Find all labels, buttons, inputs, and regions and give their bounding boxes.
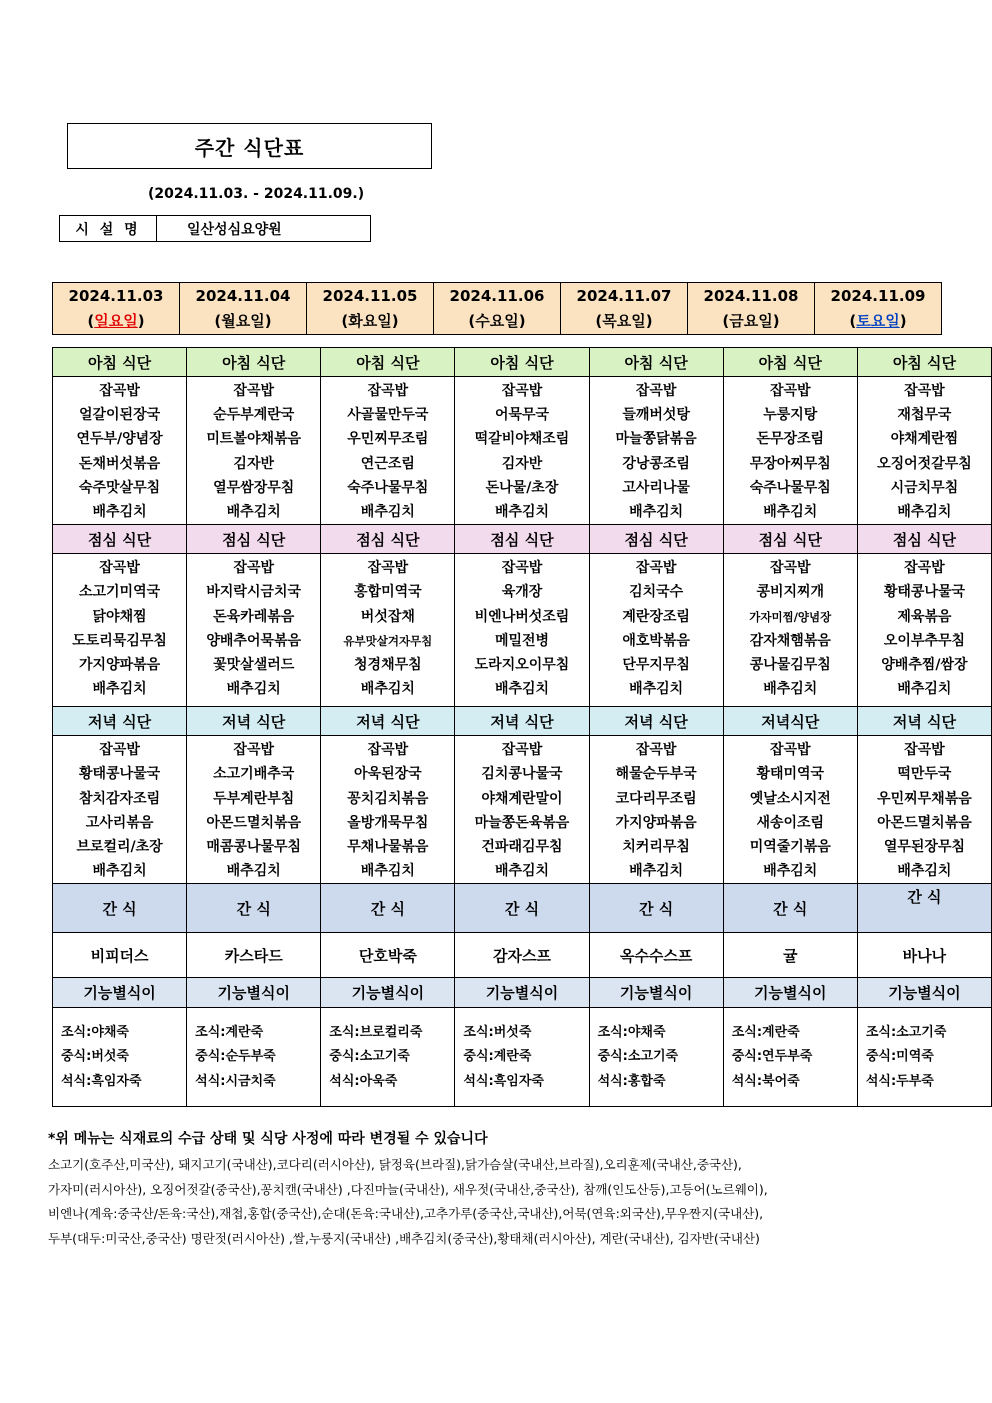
menu-item: 숙주맛살무침	[78, 479, 161, 496]
menu-item: 감자채햄볶음	[749, 632, 831, 649]
functional-header: 기능별식이	[857, 978, 991, 1008]
menu-item: 가자미찜/양념장	[749, 609, 832, 624]
menu-item: 배추김치	[897, 681, 952, 698]
menu-item: 가지양파볶음	[615, 814, 697, 831]
notice: *위 메뉴는 식재료의 수급 상태 및 식당 사정에 따라 변경될 수 있습니다	[48, 1131, 488, 1147]
functional-header-row	[53, 978, 992, 1008]
menu-item: 잡곡밥	[99, 560, 140, 577]
functional-item: 석식:홍합죽	[597, 1073, 666, 1089]
menu-item: 잡곡밥	[99, 742, 140, 759]
menu-item: 꽁치김치볶음	[347, 790, 429, 807]
menu-item: 배추김치	[629, 681, 684, 698]
menu-item: 제육볶음	[897, 608, 952, 625]
dinner-header: 저녁 식단	[187, 707, 321, 736]
menu-item: 잡곡밥	[233, 742, 274, 759]
menu-item: 잡곡밥	[769, 742, 811, 759]
origin-line: 두부(대두:미국산,중국산) 명란젓(러시아산) ,쌀,누룽지(국내산) ,배추김치(중국산),황태채(러시아산), 계란(국내산), 김자반(국내산)	[48, 1230, 760, 1246]
breakfast-items-row	[53, 377, 992, 525]
date-cell	[561, 283, 688, 335]
snack-item: 단호박죽	[321, 933, 455, 978]
functional-item: 중식:순두부죽	[195, 1049, 276, 1065]
lunch-menu-cell	[589, 554, 723, 707]
date-cell	[434, 283, 561, 335]
menu-item: 배추김치	[897, 504, 952, 521]
menu-item: 누룽지탕	[763, 407, 818, 424]
functional-cell	[589, 1008, 723, 1107]
functional-cell	[187, 1008, 321, 1107]
lunch-menu-cell	[53, 554, 187, 707]
menu-item: 잡곡밥	[367, 560, 409, 577]
menu-item: 잡곡밥	[99, 383, 140, 399]
functional-item: 석식:북어죽	[731, 1073, 800, 1089]
menu-item: 고사리볶음	[85, 814, 154, 831]
lunch-header-row	[53, 525, 992, 554]
dinner-items-row	[53, 736, 992, 884]
dinner-menu-cell	[455, 736, 589, 884]
date-label: 2024.11.09	[830, 286, 926, 305]
date-cell	[53, 283, 180, 335]
menu-item: 마늘쫑닭볶음	[615, 431, 697, 448]
menu-item: 참치감자조림	[78, 790, 161, 807]
menu-item: 배추김치	[763, 504, 818, 521]
menu-item: 아욱된장국	[354, 766, 422, 783]
menu-item: 올방개묵무침	[347, 814, 429, 831]
origin-line: 소고기(호주산,미국산), 돼지고기(국내산),코다리(러시아산), 닭정육(브라질),닭가슴살(국내산,브라질),오리훈제(국내산,중국산),	[48, 1157, 742, 1172]
menu-item: 사골물만두국	[347, 407, 429, 424]
menu-item: 양배추찜/쌈장	[881, 657, 968, 674]
menu-item: 두부계란부침	[213, 790, 295, 807]
menu-item: 잡곡밥	[904, 560, 945, 577]
functional-cell	[455, 1008, 589, 1107]
menu-item: 순두부계란국	[213, 407, 295, 424]
menu-item: 숙주나물무침	[347, 479, 429, 496]
menu-item: 단무지무침	[622, 657, 690, 674]
functional-items-row	[53, 1008, 992, 1107]
menu-item: 재첩무국	[897, 407, 952, 424]
menu-item: 매콤콩나물무침	[206, 839, 302, 856]
facility-box	[59, 215, 371, 242]
functional-item: 조식:계란죽	[731, 1024, 800, 1040]
menu-item: 애호박볶음	[622, 632, 690, 649]
menu-item: 배추김치	[763, 863, 818, 880]
lunch-header: 점심 식단	[455, 525, 589, 554]
snack-header: 간 식	[857, 884, 991, 933]
menu-item: 소고기배추국	[213, 766, 295, 783]
snack-header: 간 식	[455, 884, 589, 933]
functional-item: 조식:야채죽	[61, 1024, 129, 1040]
menu-item: 메밀전병	[494, 632, 550, 649]
menu-item: 잡곡밥	[904, 383, 945, 399]
menu-item: 야채계란말이	[481, 790, 563, 807]
weekday-saturday: 토요일	[856, 311, 900, 330]
menu-item: 돈육카레볶음	[213, 608, 295, 625]
menu-item: 도토리묵김무침	[72, 632, 167, 649]
menu-item: 마늘쫑돈육볶음	[474, 814, 570, 831]
functional-header: 기능별식이	[321, 978, 455, 1008]
menu-item: 돈무장조림	[756, 431, 825, 448]
menu-item: 소고기미역국	[78, 584, 161, 601]
functional-item: 석식:시금치죽	[195, 1073, 276, 1089]
weekday-label: (월요일)	[214, 311, 272, 330]
menu-item: 돈나물/초장	[485, 479, 559, 496]
lunch-menu-cell	[723, 554, 857, 707]
menu-item: 잡곡밥	[769, 560, 811, 577]
menu-item: 우민찌무조림	[347, 431, 429, 448]
functional-cell	[723, 1008, 857, 1107]
dinner-menu-cell	[187, 736, 321, 884]
dinner-menu-cell	[53, 736, 187, 884]
functional-item: 중식:버섯죽	[61, 1049, 129, 1065]
dinner-header: 저녁 식단	[455, 707, 589, 736]
menu-item: 들깨버섯탕	[622, 407, 690, 424]
menu-item: 바지락시금치국	[206, 584, 302, 601]
origin-info	[48, 1153, 948, 1251]
menu-item: 계란장조림	[622, 608, 690, 625]
date-label: 2024.11.08	[703, 286, 799, 305]
menu-item: 배추김치	[226, 863, 281, 880]
menu-item: 잡곡밥	[233, 560, 274, 577]
menu-item: 어묵무국	[494, 407, 550, 424]
breakfast-menu-cell	[589, 377, 723, 525]
menu-item: 잡곡밥	[367, 742, 409, 759]
menu-item: 연근조림	[360, 455, 415, 472]
weekday-label: (목요일)	[595, 311, 653, 330]
functional-item: 조식:소고기죽	[865, 1024, 947, 1040]
breakfast-header: 아침 식단	[589, 348, 723, 377]
menu-item: 잡곡밥	[501, 383, 543, 399]
menu-item: 열무쌈장무침	[213, 479, 295, 496]
lunch-header: 점심 식단	[723, 525, 857, 554]
breakfast-menu-cell	[455, 377, 589, 525]
breakfast-header-row	[53, 348, 992, 377]
menu-item: 우민찌무채볶음	[877, 790, 972, 807]
menu-item: 무장아찌무침	[749, 455, 831, 472]
dinner-menu-cell	[321, 736, 455, 884]
menu-item: 오이부추무침	[883, 632, 965, 649]
menu-item: 치커리무침	[622, 839, 690, 856]
lunch-items-row	[53, 554, 992, 707]
breakfast-header: 아침 식단	[455, 348, 589, 377]
functional-header: 기능별식이	[589, 978, 723, 1008]
menu-item: 잡곡밥	[501, 742, 543, 759]
breakfast-header: 아침 식단	[53, 348, 187, 377]
menu-item: 숙주나물무침	[749, 479, 831, 496]
menu-item: 배추김치	[360, 863, 415, 880]
snack-header: 간 식	[187, 884, 321, 933]
menu-item: 배추김치	[763, 681, 818, 698]
dinner-header: 저녁 식단	[589, 707, 723, 736]
weekday-sunday: 일요일	[94, 311, 138, 330]
functional-item: 석식:흑임자죽	[463, 1073, 544, 1089]
date-label: 2024.11.03	[68, 286, 164, 305]
weekday-label: (수요일)	[468, 311, 526, 330]
menu-item: 청경채무침	[354, 657, 422, 674]
menu-item: 잡곡밥	[233, 383, 274, 399]
menu-item: 아몬드멸치볶음	[877, 814, 972, 831]
dinner-menu-cell	[857, 736, 991, 884]
menu-item: 배추김치	[494, 863, 550, 880]
snack-item: 귤	[723, 933, 857, 978]
menu-item: 배추김치	[494, 504, 550, 521]
dinner-menu-cell	[589, 736, 723, 884]
functional-item: 석식:아욱죽	[329, 1073, 398, 1089]
weekday-label: (금요일)	[722, 311, 780, 330]
menu-item: 배추김치	[226, 504, 281, 521]
breakfast-header: 아침 식단	[723, 348, 857, 377]
menu-item: 비엔나버섯조림	[474, 608, 570, 625]
dinner-menu-cell	[723, 736, 857, 884]
menu-item: 무채나물볶음	[347, 839, 429, 856]
snack-header-row	[53, 884, 992, 933]
functional-item: 중식:계란죽	[463, 1049, 532, 1065]
facility-value: 일산성심요양원	[187, 221, 282, 238]
menu-item: 배추김치	[629, 863, 684, 880]
snack-header: 간 식	[321, 884, 455, 933]
breakfast-menu-cell	[723, 377, 857, 525]
menu-item: 배추김치	[360, 504, 415, 521]
date-cell	[688, 283, 815, 335]
menu-item: 새송이조림	[756, 814, 825, 831]
weekday-label: (일요일)	[87, 311, 145, 330]
lunch-header: 점심 식단	[53, 525, 187, 554]
menu-item: 유부맛살겨자무침	[343, 633, 433, 648]
menu-item: 도라지오이무침	[474, 657, 570, 674]
menu-item: 배추김치	[629, 504, 684, 521]
lunch-header: 점심 식단	[589, 525, 723, 554]
functional-item: 석식:흑임자죽	[61, 1073, 142, 1089]
menu-item: 김자반	[501, 455, 543, 472]
functional-item: 중식:미역죽	[865, 1049, 934, 1065]
date-label: 2024.11.07	[576, 286, 672, 305]
menu-item: 황태콩나물국	[78, 766, 161, 783]
menu-item: 배추김치	[360, 681, 415, 698]
functional-header: 기능별식이	[723, 978, 857, 1008]
menu-item: 김치콩나물국	[481, 766, 563, 783]
functional-item: 중식:소고기죽	[329, 1049, 410, 1065]
menu-item: 시금치무침	[890, 479, 959, 496]
menu-item: 아몬드멸치볶음	[206, 814, 302, 831]
lunch-menu-cell	[455, 554, 589, 707]
functional-item: 조식:브로컬리죽	[329, 1024, 423, 1040]
menu-item: 배추김치	[92, 504, 147, 521]
lunch-header: 점심 식단	[321, 525, 455, 554]
breakfast-menu-cell	[187, 377, 321, 525]
menu-item: 배추김치	[92, 863, 147, 880]
date-label: 2024.11.05	[322, 286, 418, 305]
date-label: 2024.11.04	[195, 286, 291, 305]
weekday-label: (토요일)	[849, 311, 907, 330]
menu-item: 브로컬리/초장	[76, 839, 163, 856]
menu-item: 잡곡밥	[904, 742, 945, 759]
snack-item: 옥수수스프	[589, 933, 723, 978]
menu-item: 잡곡밥	[501, 560, 543, 577]
origin-line: 가자미(러시아산), 오징어젓갈(중국산),꽁치캔(국내산) ,다진마늘(국내산), 새우젓(국내산,중국산), 참깨(인도산등),고등어(노르웨이),	[48, 1181, 768, 1197]
functional-cell	[857, 1008, 991, 1107]
snack-header: 간 식	[53, 884, 187, 933]
menu-item: 잡곡밥	[635, 560, 677, 577]
functional-item: 중식:연두부죽	[731, 1049, 813, 1065]
lunch-header: 점심 식단	[857, 525, 991, 554]
date-cell	[180, 283, 307, 335]
dinner-header: 저녁식단	[723, 707, 857, 736]
snack-header: 간 식	[723, 884, 857, 933]
breakfast-menu-cell	[857, 377, 991, 525]
breakfast-header: 아침 식단	[187, 348, 321, 377]
menu-item: 얼갈이된장국	[78, 407, 161, 424]
date-cell	[307, 283, 434, 335]
functional-header: 기능별식이	[53, 978, 187, 1008]
menu-item: 잡곡밥	[635, 383, 677, 399]
menu-item: 버섯잡채	[360, 608, 415, 625]
menu-item: 떡갈비야채조림	[474, 431, 570, 448]
menu-item: 떡만두국	[897, 766, 952, 783]
menu-item: 배추김치	[226, 681, 281, 698]
menu-item: 가지양파볶음	[78, 657, 161, 674]
date-cell	[815, 283, 942, 335]
menu-item: 연두부/양념장	[76, 431, 163, 448]
functional-item: 석식:두부죽	[865, 1073, 934, 1089]
breakfast-menu-cell	[321, 377, 455, 525]
menu-item: 야채계란찜	[890, 431, 959, 448]
functional-header: 기능별식이	[187, 978, 321, 1008]
weekday-label: (화요일)	[341, 311, 399, 330]
origin-line: 비엔나(계육:중국산/돈육:국산),재첩,홍합(중국산),순대(돈육:국내산),고추가루(중국산,국내산),어묵(연육:외국산),무우짠지(국내산),	[48, 1206, 764, 1221]
lunch-header: 점심 식단	[187, 525, 321, 554]
snack-header: 간 식	[589, 884, 723, 933]
menu-item: 미트볼야채볶음	[206, 431, 302, 448]
menu-item: 배추김치	[494, 681, 550, 698]
menu-item: 육개장	[501, 584, 543, 601]
page-title: 주간 식단표	[67, 123, 432, 169]
breakfast-header: 아침 식단	[321, 348, 455, 377]
menu-item: 배추김치	[897, 863, 952, 880]
snack-item: 바나나	[857, 933, 991, 978]
snack-item: 감자스프	[455, 933, 589, 978]
dinner-header-row	[53, 707, 992, 736]
menu-item: 닭야채찜	[92, 608, 147, 625]
date-label: 2024.11.06	[449, 286, 545, 305]
menu-item: 콩비지찌개	[756, 584, 825, 601]
menu-item: 강낭콩조림	[622, 455, 690, 472]
snack-items-row	[53, 933, 992, 978]
snack-item: 비피더스	[53, 933, 187, 978]
functional-cell	[321, 1008, 455, 1107]
menu-item: 잡곡밥	[635, 742, 677, 759]
dinner-header: 저녁 식단	[53, 707, 187, 736]
menu-item: 미역줄기볶음	[749, 839, 831, 856]
functional-item: 조식:야채죽	[597, 1024, 666, 1040]
menu-item: 옛날소시지전	[749, 790, 831, 807]
functional-item: 조식:버섯죽	[463, 1024, 532, 1040]
menu-item: 김자반	[233, 455, 274, 472]
menu-item: 콩나물김무침	[749, 657, 831, 674]
functional-header: 기능별식이	[455, 978, 589, 1008]
menu-item: 홍합미역국	[354, 584, 422, 601]
menu-item: 황태콩나물국	[883, 584, 965, 601]
breakfast-header: 아침 식단	[857, 348, 991, 377]
menu-item: 열무된장무침	[883, 839, 965, 856]
functional-item: 중식:소고기죽	[597, 1049, 679, 1065]
menu-item: 건파래김무침	[481, 839, 563, 856]
facility-label: 시 설 명	[60, 216, 157, 241]
snack-item: 카스타드	[187, 933, 321, 978]
menu-item: 김치국수	[629, 584, 684, 601]
menu-item: 양배추어묵볶음	[206, 632, 302, 649]
menu-item: 꽃맛살샐러드	[213, 657, 295, 674]
lunch-menu-cell	[857, 554, 991, 707]
menu-item: 잡곡밥	[367, 383, 409, 399]
menu-table	[52, 347, 992, 1107]
lunch-menu-cell	[321, 554, 455, 707]
date-header-table	[52, 282, 942, 335]
dinner-header: 저녁 식단	[857, 707, 991, 736]
menu-item: 돈채버섯볶음	[78, 455, 161, 472]
functional-item: 조식:계란죽	[195, 1024, 264, 1040]
menu-item: 오징어젓갈무침	[877, 455, 972, 472]
breakfast-menu-cell	[53, 377, 187, 525]
menu-item: 황태미역국	[756, 766, 825, 783]
menu-item: 코다리무조림	[615, 790, 697, 807]
menu-item: 고사리나물	[622, 479, 690, 496]
date-range: (2024.11.03. - 2024.11.09.)	[148, 186, 365, 202]
menu-item: 해물순두부국	[615, 766, 697, 783]
lunch-menu-cell	[187, 554, 321, 707]
functional-cell	[53, 1008, 187, 1107]
menu-item: 잡곡밥	[769, 383, 811, 399]
menu-item: 배추김치	[92, 681, 147, 698]
dinner-header: 저녁 식단	[321, 707, 455, 736]
